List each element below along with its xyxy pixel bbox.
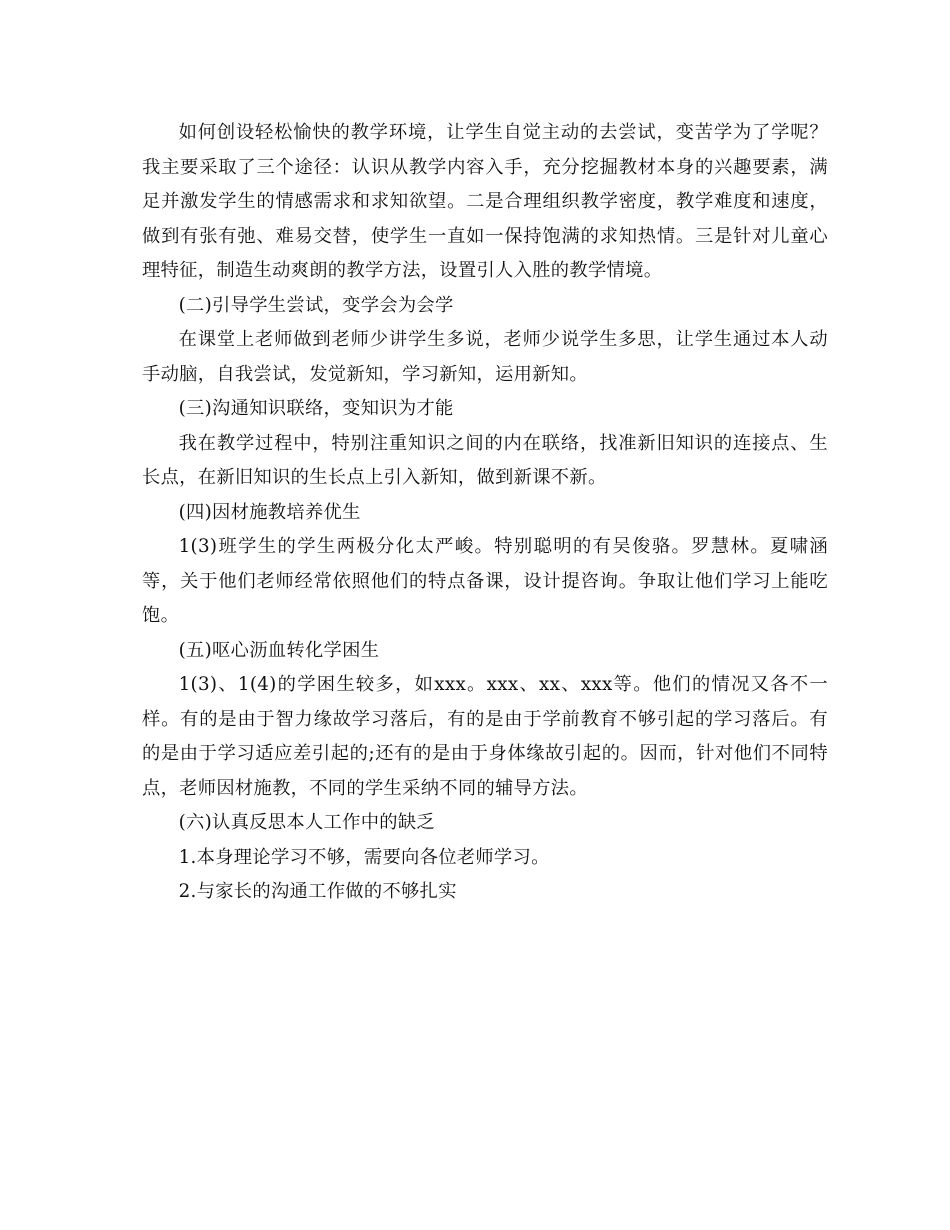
heading-reflection: (六)认真反思本人工作中的缺乏 (178, 812, 436, 833)
list-item-theory-study: 1.本身理论学习不够，需要向各位老师学习。 (178, 846, 550, 868)
paragraph-gifted-students: 1(3)班学生的学生两极分化太严峻。特别聪明的有吴俊骆。罗慧林。夏啸涵等，关于他们老师经常依照他们的特点备课，设计提咨询。争取让他们学习上能吃饱。 (142, 536, 828, 626)
heading-gifted-students: (四)因材施教培养优生 (178, 501, 361, 523)
paragraph-knowledge-links: 我在教学过程中，特别注重知识之间的内在联络，找准新旧知识的连接点、生长点，在新旧知识的生长点上引入新知，做到新课不新。 (142, 432, 828, 488)
document-body (142, 116, 828, 910)
paragraph-struggling-students: 1(3)、1(4)的学困生较多，如xxx。xxx、xx、xxx等。他们的情况又各不一样。有的是由于智力缘故学习落后，有的是由于学前教育不够引起的学习落后。有的是由于学习适应差引起的;还有的是由于身体缘故引起的。因而，针对他们不同特点，老师因材施教，不同的学生采纳不同的辅导方法。 (142, 674, 828, 799)
paragraph-guide-attempt: 在课堂上老师做到老师少讲学生多说，老师少说学生多思，让学生通过本人动手动脑，自我尝试，发觉新知，学习新知，运用新知。 (142, 329, 828, 385)
paragraph-teaching-environment: 如何创设轻松愉快的教学环境，让学生自觉主动的去尝试，变苦学为了学呢？我主要采取了三个途径：认识从教学内容入手，充分挖掘教材本身的兴趣要素，满足并激发学生的情感需求和求知欲望。二是合理组织教学密度，教学难度和速度，做到有张有弛、难易交替，使学生一直如一保持饱满的求知热情。三是针对儿童心理特征，制造生动爽朗的教学方法，设置引人入胜的教学情境。 (142, 122, 828, 281)
heading-knowledge-links: (三)沟通知识联络，变知识为才能 (178, 398, 454, 419)
heading-struggling-students: (五)呕心沥血转化学困生 (178, 639, 380, 661)
list-item-parent-communication: 2.与家长的沟通工作做的不够扎实 (178, 881, 457, 902)
heading-guide-attempt: (二)引导学生尝试，变学会为会学 (178, 294, 454, 316)
